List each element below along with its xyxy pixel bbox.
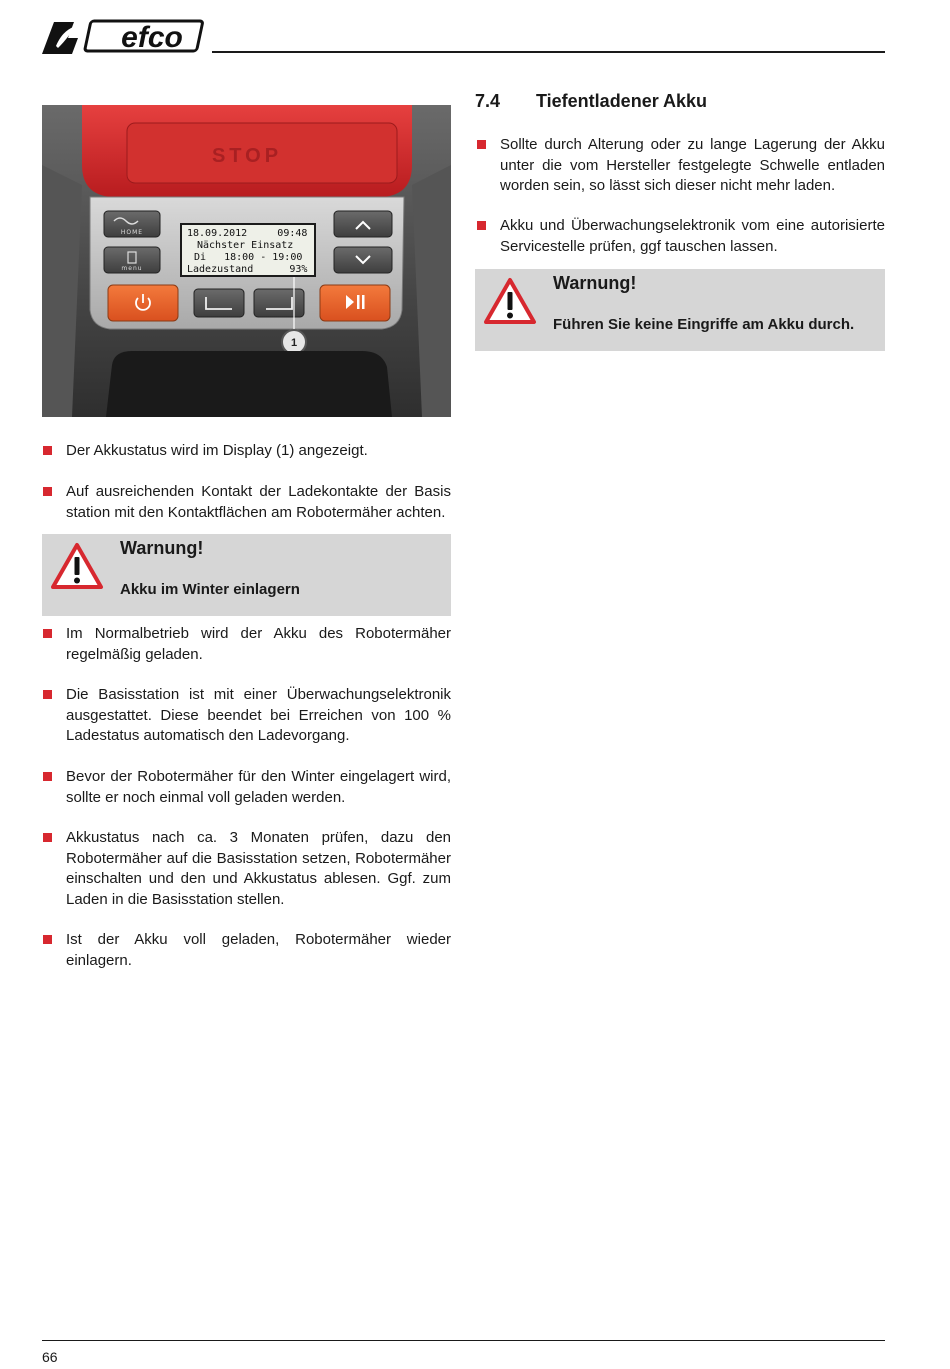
- warning-text: Akku im Winter einlagern: [120, 581, 300, 598]
- power-button[interactable]: [108, 285, 178, 321]
- list-item: Der Akkustatus wird im Display (1) angezeigt.: [66, 441, 451, 462]
- warning-triangle-icon: [483, 277, 537, 325]
- softkey-right-button[interactable]: [254, 289, 304, 317]
- display-line: Ladezustand 93%: [187, 264, 308, 275]
- warning-text: Führen Sie keine Eingriffe am Akku durch.: [553, 316, 855, 333]
- warning-box: [42, 534, 451, 616]
- down-button[interactable]: [334, 247, 392, 273]
- menu-button[interactable]: [104, 247, 160, 273]
- footer-rule: [42, 1340, 885, 1341]
- home-button[interactable]: [104, 211, 160, 237]
- section-number: 7.4: [475, 91, 501, 111]
- list-item: Bevor der Robotermäher für den Winter eingelagert wird, sollte er noch einmal voll geladen werden.: [66, 767, 451, 808]
- list-item: Akkustatus nach ca. 3 Monaten prüfen, dazu den Robotermäher auf die Basisstation setzen, Robotermäher einschalten und den und Akkustatus ablesen. Ggf. zum Laden in die Basisstation stellen.: [66, 828, 451, 910]
- leaf-icon: [42, 22, 78, 54]
- display-line: Di 18:00 - 19:00: [194, 252, 303, 263]
- control-panel-photo: [42, 105, 451, 417]
- display-line: 18.09.2012 09:48: [187, 228, 308, 239]
- svg-text:efco: efco: [121, 21, 183, 54]
- header-rule: [212, 51, 885, 53]
- softkey-left-button[interactable]: [194, 289, 244, 317]
- list-item: Akku und Überwachungselektronik vom eine autorisierte Servicestelle prüfen, ggf tauschen lassen.: [500, 216, 885, 257]
- stop-label: STOP: [211, 145, 283, 167]
- section-title: Tiefentladener Akku: [536, 91, 708, 111]
- warning-title: Warnung!: [553, 273, 637, 293]
- display-line: Nächster Einsatz: [197, 240, 294, 251]
- warning-triangle-icon: [50, 542, 104, 590]
- page-number: 66: [42, 1349, 58, 1365]
- list-item: Ist der Akku voll geladen, Robotermäher wieder einlagern.: [66, 930, 451, 971]
- warning-box: [475, 269, 885, 351]
- play-pause-button[interactable]: [320, 285, 390, 321]
- list-item: Sollte durch Alterung oder zu lange Lagerung der Akku unter die vom Hersteller festgelegte Schwelle entladen worden sein, so lässt sich dieser nicht mehr laden.: [500, 135, 885, 197]
- list-item: Im Normalbetrieb wird der Akku des Robotermäher regelmäßig geladen.: [66, 624, 451, 665]
- up-button[interactable]: [334, 211, 392, 237]
- list-item: Die Basisstation ist mit einer Überwachungselektronik ausgestattet. Diese beendet bei Erreichen von 100 % Ladestatus automatisch den Ladevorgang.: [66, 685, 451, 747]
- efco-logo: [40, 16, 208, 56]
- menu-label: menu: [121, 265, 143, 272]
- home-label: HOME: [120, 229, 144, 236]
- warning-title: Warnung!: [120, 538, 204, 558]
- list-item: Auf ausreichenden Kontakt der Ladekontakte der Basis station mit den Kontaktflächen am Robotermäher achten.: [66, 482, 451, 523]
- callout-marker: [282, 330, 306, 354]
- lcd-display: [180, 223, 316, 277]
- svg-text:1: 1: [290, 337, 298, 349]
